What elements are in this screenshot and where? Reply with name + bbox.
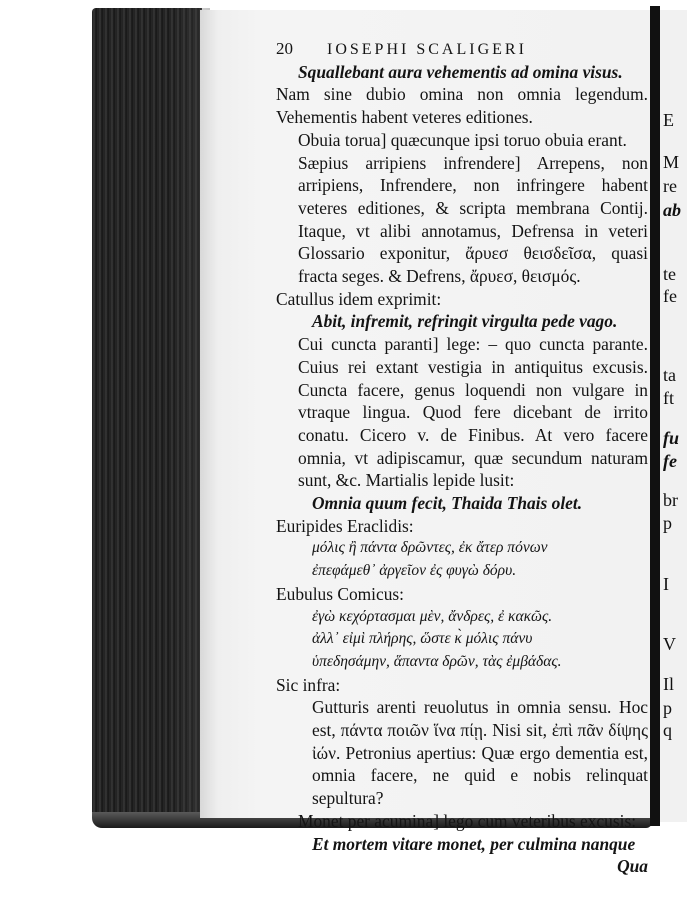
running-head-title: IOSEPHI SCALIGERI (327, 41, 527, 58)
page-text-block (276, 38, 648, 878)
book-gutter (650, 6, 660, 826)
text-paragraph: Obuia torua] quæcunque ipsi toruo obuia erant. (298, 129, 627, 150)
right-page-text: br (663, 490, 678, 510)
right-page-text: V (663, 634, 676, 654)
right-page-text: p (663, 513, 672, 533)
text-paragraph: Squallebant aura vehementis ad omina visus. (298, 61, 623, 82)
text-paragraph: μόλις ἢ πάντα δρῶντες, ἐκ ἄτερ πόνων ἐπεφάμεθ᾽ ἀργεῖον ἐς φυγὼ δόρυ. (312, 539, 548, 580)
text-paragraph: ἐγὼ κεχόρτασμαι μὲν, ἄνδρες, ἐ κακῶς. ἀλλ᾽ εἰμὶ πλήρης, ὥστε κ̀ μόλις πάνυ ὑπεδησάμην, ἅπαντα δρῶν, τὰς ἐμβάδας. (312, 607, 562, 670)
right-page-text: p (663, 698, 672, 718)
right-page-text: ab (663, 200, 681, 220)
text-paragraph: Gutturis arenti reuolutus in omnia sensu. Hoc est, πάντα ποιῶν ἵνα πίῃ. Nisi sit, ἐπὶ πᾶν δίψης ἰών. Petronius apertius: Quæ ergo dementia est, omnia facere, ne quid e nobis relinquat sepultura? (312, 697, 648, 809)
right-page-text: te (663, 264, 676, 284)
text-paragraph: Monet per acumina] lego cum veteribus excusis: (298, 810, 637, 831)
right-page-text: I (663, 574, 669, 594)
right-page-text: fe (663, 451, 677, 471)
text-paragraph: Omnia quum fecit, Thaida Thais olet. (312, 493, 583, 514)
page-number: 20 (276, 39, 293, 58)
text-paragraph: Euripides Eraclidis: (276, 515, 414, 536)
right-page-text: fu (663, 428, 680, 448)
text-paragraph: Sic infra: (276, 674, 341, 695)
text-paragraph: Et mortem vitare monet, per culmina nanque (312, 833, 636, 854)
right-page-text: q (663, 720, 672, 740)
right-page-text: re (663, 176, 677, 196)
right-page-text: ft (663, 388, 674, 408)
right-page-text: E (663, 110, 674, 130)
body-lines (276, 61, 648, 856)
right-page-text: M (663, 152, 680, 172)
text-paragraph: Cui cuncta paranti] lege: – quo cuncta parante. Cuius rei extant vestigia in antiquitus excusis. Cuncta facere, genus loquendi non vulgare in vtraque lingua. Quod fere dicebant de irrito conatu. Cicero v. de Finibus. At vero facere omnia, vt adipiscamur, quæ secundum naturam sunt, &c. Martialis lepide lusit: (298, 334, 648, 491)
right-page-text: Il (663, 674, 674, 694)
right-page-text: ta (663, 365, 676, 385)
text-paragraph: Catullus idem exprimit: (276, 288, 442, 309)
text-paragraph: Sæpius arripiens infrendere] Arrepens, non arripiens, Infrendere, non infringere habent veteres editiones, & scripta membrana Contij. Itaque, vt alibi annotamus, Defrensa in veteri Glossario exponitur, ἄρυεσ θεισδεῖσα, quasi fracta seges. & Defrens, ἄρυεσ, θεισμός. (298, 152, 648, 287)
text-paragraph: Eubulus Comicus: (276, 583, 405, 604)
right-page-fragment (660, 10, 687, 822)
text-paragraph: Abit, infremit, refringit virgulta pede vago. (312, 311, 618, 332)
text-paragraph: Nam sine dubio omina non omnia legendum. Vehementis habent veteres editiones. (276, 84, 648, 128)
catchword: Qua (617, 856, 648, 877)
right-page-text: fe (663, 286, 677, 306)
running-head (276, 38, 648, 61)
